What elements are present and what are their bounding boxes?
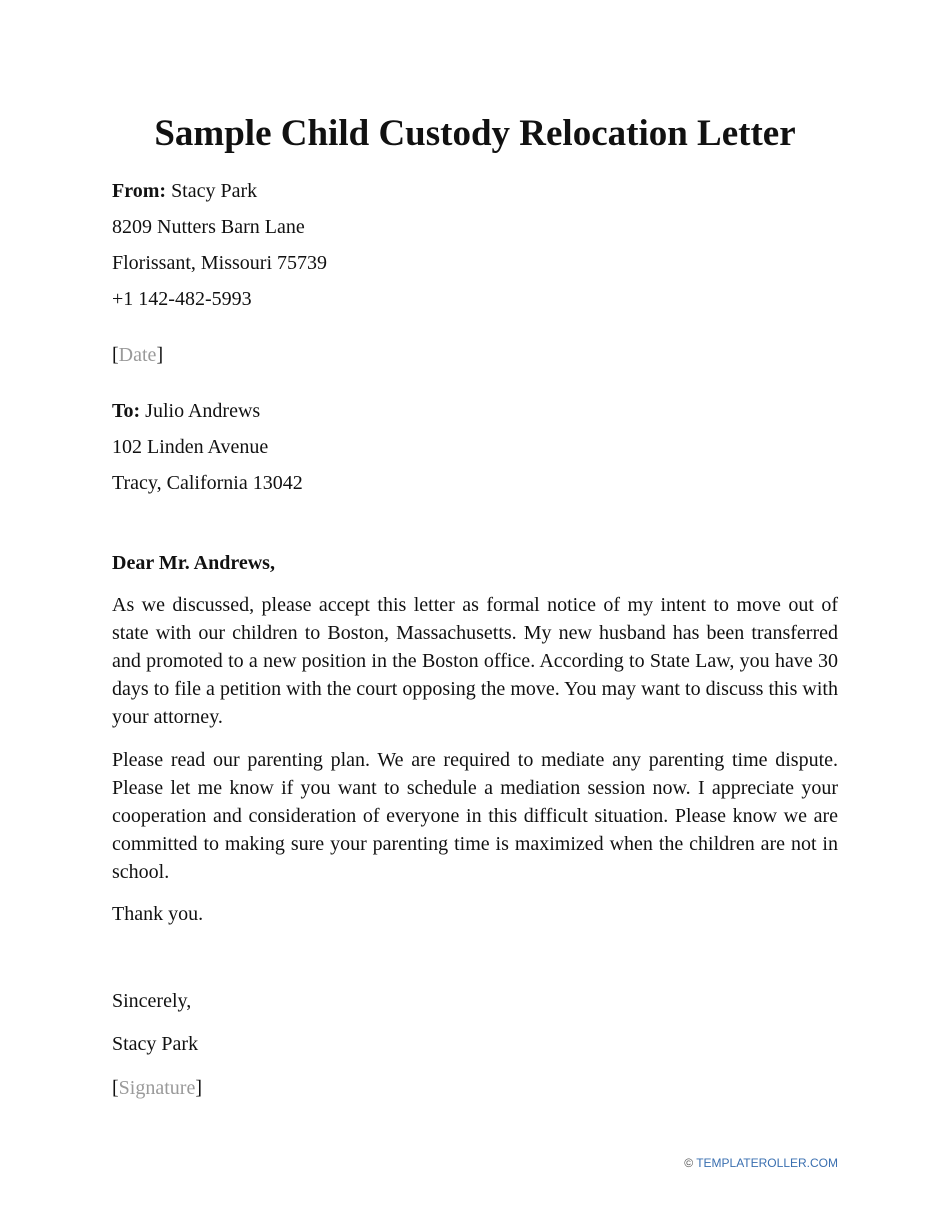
body-paragraph-1: As we discussed, please accept this letter as formal notice of my intent to move out of state with our children to Boston, Massachusetts. My new husband has been transferred and promoted to a new position in the Boston office. According to State Law, you have 30 days to file a petition with the court opposing the move. You may want to discuss this with your attorney. bbox=[112, 594, 838, 728]
signature-open-bracket: [ bbox=[112, 1077, 119, 1099]
sender-name: Stacy Park bbox=[171, 180, 258, 202]
copyright-symbol: © bbox=[684, 1156, 694, 1170]
recipient-address-line1: 102 Linden Avenue bbox=[112, 436, 269, 458]
signature-field[interactable] bbox=[112, 1075, 202, 1101]
signature-close-bracket: ] bbox=[195, 1077, 202, 1099]
sender-phone: +1 142-482-5993 bbox=[112, 288, 252, 310]
sender-name-line bbox=[112, 178, 257, 204]
from-label: From: bbox=[112, 180, 167, 202]
sender-address-line1: 8209 Nutters Barn Lane bbox=[112, 216, 305, 238]
date-close-bracket: ] bbox=[156, 344, 164, 366]
valediction: Sincerely, bbox=[112, 990, 192, 1012]
footer-site-link[interactable]: TEMPLATEROLLER.COM bbox=[696, 1156, 838, 1170]
to-label: To: bbox=[112, 400, 141, 422]
sender-address-line2: Florissant, Missouri 75739 bbox=[112, 252, 328, 274]
footer-credit bbox=[684, 1155, 838, 1171]
signer-name: Stacy Park bbox=[112, 1033, 199, 1055]
signature-placeholder: Signature bbox=[118, 1077, 196, 1099]
document-title: Sample Child Custody Relocation Letter bbox=[154, 113, 796, 154]
body-paragraph-2: Please read our parenting plan. We are required to mediate any parenting time dispute. Please let me know if you want to schedule a mediation session now. I appreciate your cooperation and consideration of everyone in this difficult situation. Please know we are committed to making sure your parenting time is maximized when the children are not in school. bbox=[112, 749, 838, 883]
recipient-address-line2: Tracy, California 13042 bbox=[112, 472, 303, 494]
recipient-name-line bbox=[112, 398, 260, 424]
recipient-name: Julio Andrews bbox=[145, 400, 261, 422]
thanks-line: Thank you. bbox=[112, 903, 204, 925]
date-open-bracket: [ bbox=[112, 344, 119, 366]
date-placeholder: Date bbox=[118, 344, 157, 366]
date-field[interactable] bbox=[112, 342, 163, 368]
salutation: Dear Mr. Andrews, bbox=[112, 552, 275, 574]
